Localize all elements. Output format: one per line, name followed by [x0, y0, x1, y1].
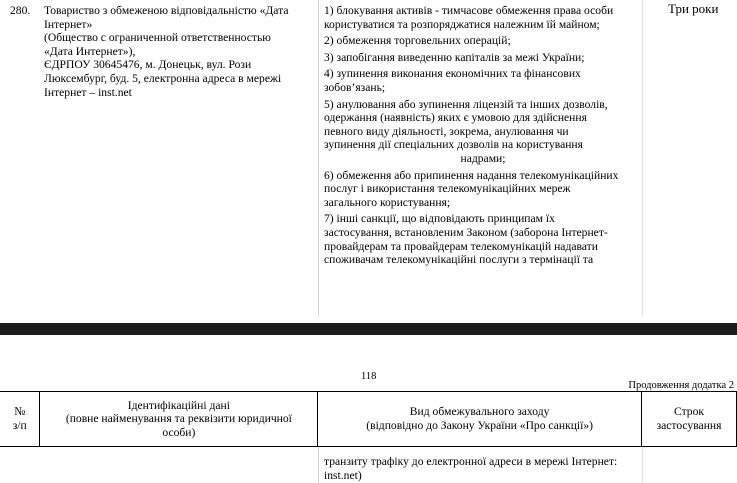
header-col-measure: Вид обмежувального заходу (відповідно до Закону України «Про санкції»): [318, 392, 642, 447]
measure-item: 3) запобігання виведенню капіталів за межі України;: [324, 50, 585, 64]
application-term: Три роки: [668, 1, 719, 16]
page-number: 118: [361, 371, 377, 382]
sanction-measures-list: [324, 4, 642, 270]
measure-continuation: транзиту трафіку до електронної адреси в мережі Інтернет: inst.net): [324, 455, 618, 482]
organization-details: [44, 4, 309, 99]
column-divider: [642, 0, 643, 316]
column-divider: [318, 447, 319, 483]
page-break-bar: [0, 323, 737, 335]
org-line: (Общество с ограниченной ответственностью: [44, 31, 271, 45]
measure-item: 6) обмеження або припинення надання телекомунікаційних послуг і використання телекомунікаційних мереж загального користування;: [324, 168, 619, 209]
header-col-term: Строк застосування: [642, 392, 737, 447]
measure-item: 2) обмеження торговельних операцій;: [324, 34, 511, 48]
org-line: Інтернет – inst.net: [44, 85, 132, 99]
org-line: ЄДРПОУ 30645476, м. Донецьк, вул. Рози: [44, 58, 252, 72]
column-divider: [318, 0, 319, 316]
org-line: «Дата Интернет»),: [44, 44, 136, 58]
org-line: Люксембург, буд. 5, електронна адреса в мережі: [44, 71, 282, 85]
measure-item: 7) інші санкції, що відповідають принципам їх застосування, встановленим Законом (заборона Інтернет- провайдерам та провайдерам телекомунікацій надавати споживачам телекомунікаційні послуги з термінації та: [324, 212, 608, 267]
org-line: Інтернет»: [44, 17, 93, 31]
record-number: 280.: [10, 4, 31, 17]
column-divider: [642, 447, 643, 483]
header-col-identification: Ідентифікаційні дані (повне найменування та реквізити юридичної особи): [40, 392, 318, 447]
continuation-note: Продовження додатка 2: [628, 380, 734, 391]
header-row: [0, 392, 737, 447]
table-header: [0, 391, 737, 447]
measure-item: 5) анулювання або зупинення ліцензій та інших дозволів, одержання (наявність) яких є умовою для здійснення певного виду діяльності, зокрема, анулювання чи зупинення дії спеціальних дозволів на користування надрами;: [324, 97, 608, 165]
measure-item: 4) зупинення виконання економічних та фінансових зобов’язань;: [324, 67, 581, 94]
header-col-number: № з/п: [0, 392, 40, 447]
measure-item: 1) блокування активів - тимчасове обмеження права особи користуватися та розпоряджатися належним їй майном;: [324, 4, 614, 31]
org-line: Товариство з обмеженою відповідальністю «Дата: [44, 4, 289, 17]
